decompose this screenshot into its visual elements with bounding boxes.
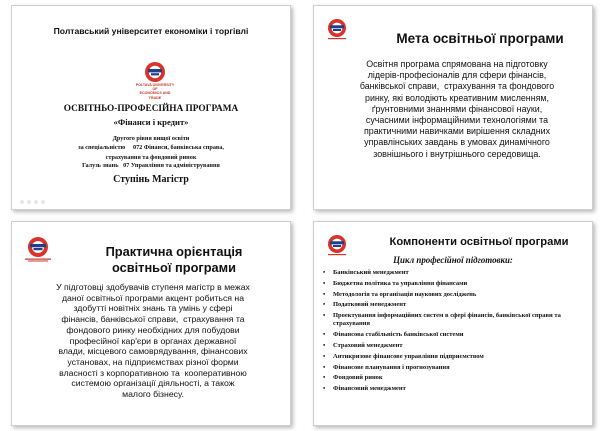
degree-label: Ступінь Магістр: [113, 174, 189, 185]
slide-practical-orientation[interactable]: [11, 221, 291, 426]
list-item: • Банківський менеджмент: [322, 269, 584, 277]
slide-title: Практична орієнтація освітньої програми: [105, 244, 243, 275]
slide-title: Компоненти освітньої програми: [389, 236, 569, 248]
list-item: • Антикризове фінансове управління підприємством: [322, 353, 584, 361]
list-item: • Фінансовий менеджмент: [322, 385, 584, 393]
slide-program-goal[interactable]: [313, 5, 593, 210]
nav-dot[interactable]: [34, 200, 38, 204]
specialty-line: за спеціальністю 072 Фінанси, банківська справа,: [78, 144, 224, 152]
program-title: ОСВІТНЬО-ПРОФЕСІЙНА ПРОГРАМА: [63, 104, 239, 114]
list-item: • Фондовий ринок: [322, 374, 584, 382]
cycle-heading: Цикл професійної підготовки:: [393, 255, 513, 265]
list-item: • Бюджетна політика та управління фінансами: [322, 280, 584, 288]
university-logo: [324, 234, 350, 256]
program-details: [12, 134, 290, 162]
university-logo: [131, 61, 179, 83]
level-line: Другого рівня вищої освіти: [112, 135, 190, 142]
nav-dot[interactable]: [41, 200, 45, 204]
university-name: Полтавський університет економіки і торгівлі: [53, 26, 249, 36]
list-item: • Проектування інформаційних систем в сфері фінансів, банківської справи та страхування: [322, 312, 584, 328]
goal-text: Освітня програма спрямована на підготовку лідерів-професіоналів для сфери фінансів, банківської справи, страхування та фондового ринку, які володіють креативним мисленням, ґрунтовними знаннями фінансової науки, сучасними інформаційними технологіями та практичними навичками вирішення складних управлінських завдань в умовах динамічного зовнішнього і внутрішнього середовища.: [359, 59, 555, 159]
logo-caption: POLTAVA UNIVERSITY OF ECONOMICS AND TRADE: [135, 83, 175, 100]
list-item: • Податковий менеджмент: [322, 301, 584, 309]
university-logo: [324, 18, 350, 40]
list-item: • Фінансова стабільність банківської системи: [322, 331, 584, 339]
university-logo: [22, 236, 54, 262]
slide-title: Мета освітньої програми: [396, 31, 564, 46]
list-item: • Фінансове планування і прогнозування: [322, 364, 584, 372]
field-of-knowledge: Галузь знань 07 Управління та адміністрування: [82, 162, 220, 169]
specialty-line-2: страхування та фондовий ринок: [105, 153, 197, 161]
course-list: [322, 269, 584, 396]
nav-dot[interactable]: [20, 200, 24, 204]
list-item: • Методологія та організація наукових досліджень: [322, 291, 584, 299]
slide-title[interactable]: [11, 5, 291, 210]
slide-nav-dots[interactable]: [20, 200, 45, 204]
list-item: • Страховий менеджмент: [322, 342, 584, 350]
nav-dot[interactable]: [27, 200, 31, 204]
slide-program-components[interactable]: [313, 221, 593, 426]
program-name: «Фінанси і кредит»: [113, 117, 189, 127]
orientation-text: У підготовці здобувачів ступеня магістр в межах даної освітньої програми акцент робиться на здобутті новітніх знань та умінь у сфері фінансів, банківської справи, страхування та фондового ринку необхідних для побудови професійної кар'єри в органах державної влади, місцевого самоврядування, фінансових установах, на підприємствах різної форми власності з корпоративною та кооперативною системою організації діяльності, а також малого бізнесу.: [56, 282, 250, 400]
